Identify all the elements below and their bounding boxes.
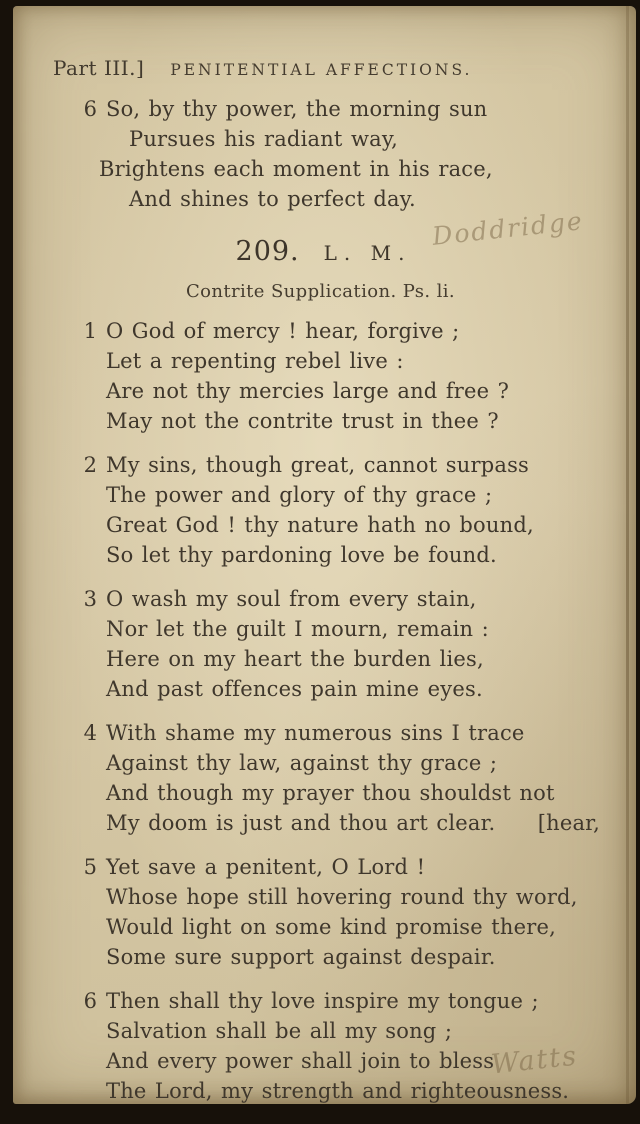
stanza-number: 2 [83, 453, 97, 477]
stanza-lines [106, 718, 602, 838]
stanza-line: And past offences pain mine eyes. [106, 677, 483, 701]
hymn-stanza-6 [75, 986, 602, 1106]
stanza-line-text: My doom is just and thou art clear. [106, 811, 496, 835]
stanza-line: Are not thy mercies large and free ? [106, 379, 510, 403]
hymn-stanza-4 [75, 718, 602, 838]
stanza-line: Some sure support against despair. [106, 945, 496, 969]
hymn-stanza-1 [75, 316, 602, 436]
stanza-number: 6 [83, 97, 97, 121]
stanza-lines [106, 450, 602, 570]
hymn-subtitle: Contrite Supplication. Ps. li. [185, 281, 456, 302]
stanza-line: And every power shall join to bless [106, 1049, 495, 1073]
stanza-lines [106, 852, 602, 972]
stanza-number: 1 [83, 319, 97, 343]
stanza-number: 4 [83, 721, 97, 745]
section-title: PENITENTIAL AFFECTIONS. [170, 61, 473, 79]
hymn-stanza-3 [75, 584, 602, 704]
stanza-number: 3 [83, 587, 97, 611]
stanza-line: O wash my soul from every stain, [106, 587, 477, 611]
stanza-line: May not the contrite trust in thee ? [106, 409, 499, 433]
stanza-number: 6 [83, 989, 97, 1013]
turnover-word: [hear, [537, 811, 600, 835]
stanza-line [106, 808, 602, 838]
page-header [53, 56, 602, 80]
stanza-line: O God of mercy ! hear, forgive ; [106, 319, 460, 343]
hymn-heading [75, 236, 572, 267]
previous-hymn-stanza [75, 94, 602, 214]
stanza-lines [106, 986, 602, 1106]
stanza-line: Yet save a penitent, O Lord ! [106, 855, 426, 879]
stanza-line: Salvation shall be all my song ; [106, 1019, 453, 1043]
handwritten-annotation-author: Watts [489, 1040, 580, 1081]
stanza-line: And though my prayer thou shouldst not [106, 781, 555, 805]
stanza-line: Then shall thy love inspire my tongue ; [106, 989, 539, 1013]
stanza-line: Nor let the guilt I mourn, remain : [106, 617, 489, 641]
hymn-meter: L. M. [323, 241, 412, 265]
stanza-line: Whose hope still hovering round thy word, [106, 885, 578, 909]
stanza-lines [99, 94, 602, 214]
hymn-number: 209. [235, 236, 300, 267]
stanza-line: Brightens each moment in his race, [99, 157, 493, 181]
page [13, 6, 636, 1104]
part-label: Part III.] [53, 56, 145, 80]
hymn-stanza-5 [75, 852, 602, 972]
stanza-line: Great God ! thy nature hath no bound, [106, 513, 534, 537]
stanza-line: Would light on some kind promise there, [106, 915, 557, 939]
stanza-number: 5 [83, 855, 97, 879]
handwritten-annotation-author: Doddridge [431, 206, 586, 251]
stanza-line: With shame my numerous sins I trace [106, 721, 525, 745]
stanza-line: So let thy pardoning love be found. [106, 543, 497, 567]
stanza-line: Against thy law, against thy grace ; [106, 751, 498, 775]
stanza-lines [106, 316, 602, 436]
stanza-line: The power and glory of thy grace ; [106, 483, 493, 507]
stanza-line: Pursues his radiant way, [129, 127, 398, 151]
stanza-line: Here on my heart the burden lies, [106, 647, 484, 671]
stanza-lines [106, 584, 602, 704]
stanza-line: My sins, though great, cannot surpass [106, 453, 530, 477]
stanza-line: The Lord, my strength and righteousness. [106, 1079, 570, 1103]
stanza-line: So, by thy power, the morning sun [106, 97, 488, 121]
stanza-line: And shines to perfect day. [129, 187, 416, 211]
hymn-stanza-2 [75, 450, 602, 570]
stanza-line: Let a repenting rebel live : [106, 349, 404, 373]
